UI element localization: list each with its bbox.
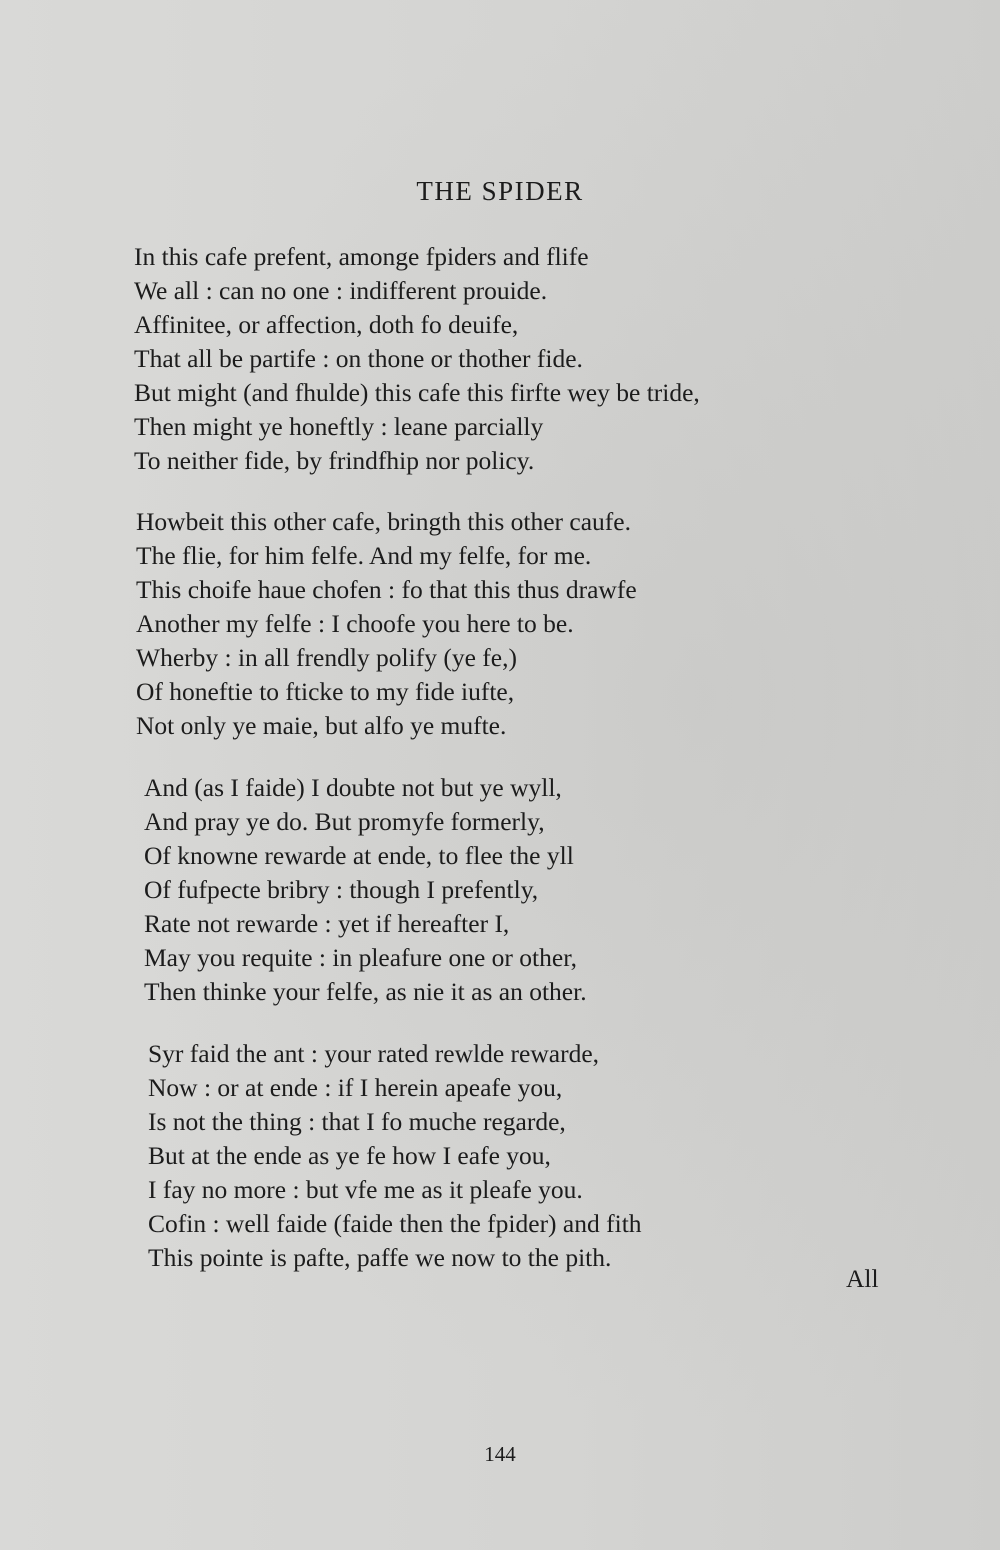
stanza-3 [144,771,587,1009]
verse-line: This pointe is pafte, paffe we now to the pith. [148,1243,612,1272]
verse-line: Of fufpecte bribry : though I prefently, [144,875,539,904]
verse-line: And pray ye do. But promyfe formerly, [144,807,545,836]
verse-line: Another my felfe : I choofe you here to be. [136,609,574,638]
verse-line: Now : or at ende : if I herein apeafe you, [148,1073,563,1102]
catchword: All [846,1264,879,1293]
stanza-1 [134,240,700,478]
show-through-shading [690,240,950,1320]
verse-line: But might (and fhulde) this cafe this firfte wey be tride, [134,378,700,407]
stanza-4 [148,1037,642,1275]
verse-line: Then thinke your felfe, as nie it as an other. [144,977,587,1006]
verse-line: Not only ye maie, but alfo ye mufte. [136,711,507,740]
verse-line: This choife haue chofen : fo that this thus drawfe [136,575,637,604]
verse-line: That all be partife : on thone or thother fide. [134,344,583,373]
verse-line: Cofin : well faide (faide then the fpider) and fith [148,1209,642,1238]
verse-line: The flie, for him felfe. And my felfe, for me. [136,541,592,570]
page-title: THE SPIDER [416,176,584,206]
verse-line: Of honeftie to fticke to my fide iufte, [136,677,515,706]
verse-line: I fay no more : but vfe me as it pleafe you. [148,1175,583,1204]
verse-line: Howbeit this other cafe, bringth this other caufe. [136,507,631,536]
verse-line: But at the ende as ye fe how I eafe you, [148,1141,551,1170]
verse-line: Wherby : in all frendly polify (ye fe,) [136,643,517,672]
verse-line: Syr faid the ant : your rated rewlde rewarde, [148,1039,600,1068]
verse-line: Rate not rewarde : yet if hereafter I, [144,909,510,938]
verse-line: In this cafe prefent, amonge fpiders and flife [134,242,589,271]
verse-line: Is not the thing : that I fo muche regarde, [148,1107,566,1136]
verse-line: May you requite : in pleafure one or other, [144,943,578,972]
stanza-2 [136,505,637,743]
page-number: 144 [484,1442,516,1466]
verse-line: And (as I faide) I doubte not but ye wyll, [144,773,562,802]
verse-line: Of knowne rewarde at ende, to flee the yll [144,841,574,870]
verse-line: We all : can no one : indifferent prouide. [134,276,548,305]
verse-line: Then might ye honeftly : leane parcially [134,412,544,441]
verse-line: Affinitee, or affection, doth fo deuife, [134,310,519,339]
verse-line: To neither fide, by frindfhip nor policy. [134,446,535,475]
